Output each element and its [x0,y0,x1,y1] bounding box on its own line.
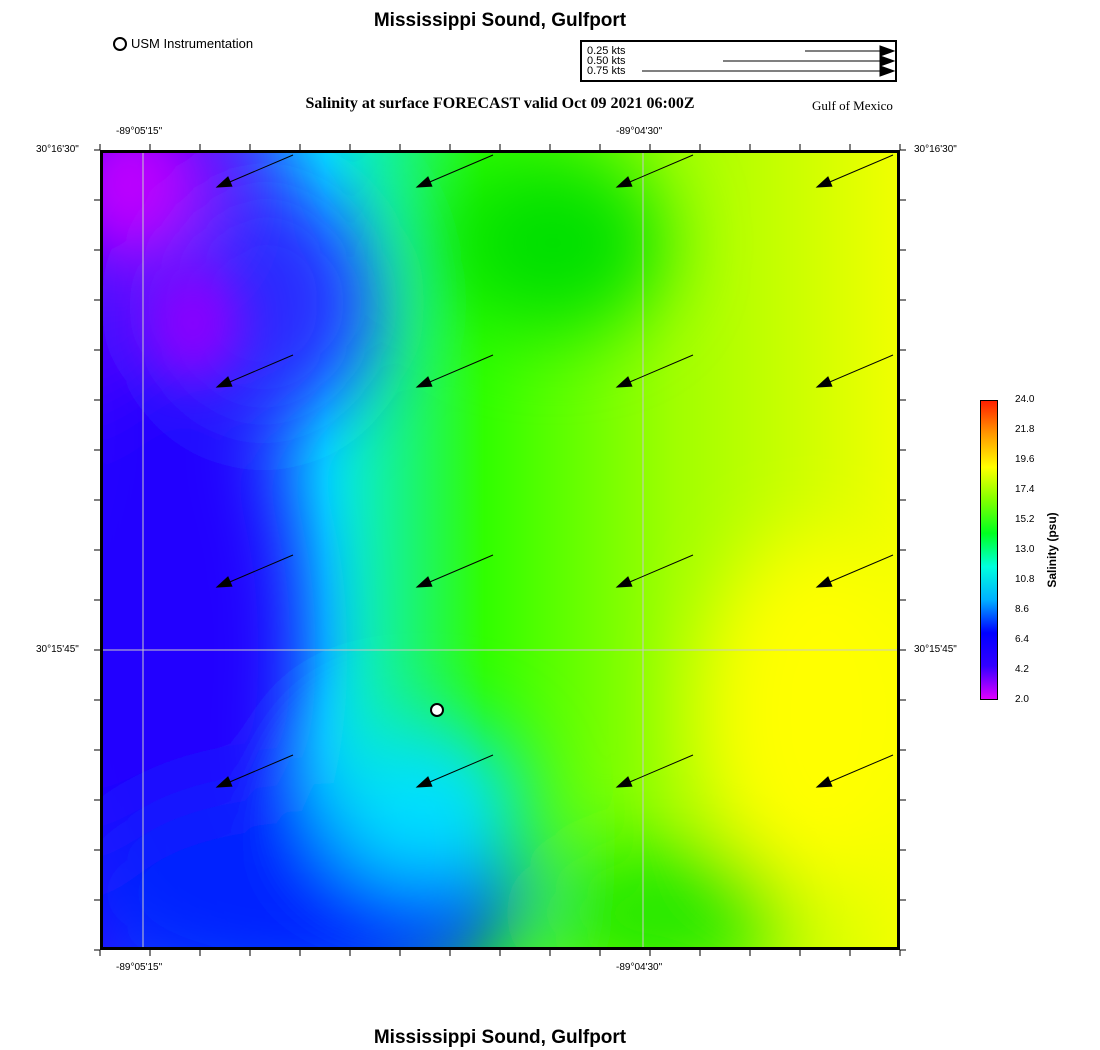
lat-tick-right-2: 30°15'45" [914,644,957,655]
lon-tick-bottom-1: -89°05'15" [116,962,163,973]
frame-ticks [90,140,910,960]
salinity-colorbar [980,400,998,700]
colorbar-tick-label: 6.4 [1015,634,1029,645]
vector-scale-label-1: 0.25 kts [587,45,626,57]
vector-scale-label-3: 0.75 kts [587,65,626,77]
station-legend-icon [113,37,127,51]
colorbar-tick-label: 8.6 [1015,604,1029,615]
vector-scale-arrowhead-2 [880,56,894,66]
forecast-title: Salinity at surface FORECAST valid Oct 09 2021 06:00Z [305,95,695,112]
colorbar-tick-label: 24.0 [1015,394,1035,405]
region-label: Gulf of Mexico [812,98,893,113]
footer-title: Mississippi Sound, Gulfport [373,1027,627,1048]
colorbar-tick-label: 2.0 [1015,694,1029,705]
colorbar-tick-label: 4.2 [1015,664,1029,675]
lon-tick-top-2: -89°04'30" [616,126,663,137]
vector-scale-label-2: 0.50 kts [587,55,626,67]
colorbar-tick-label: 13.0 [1015,544,1035,555]
colorbar-tick-label: 21.8 [1015,424,1035,435]
station-legend-label: USM Instrumentation [131,36,254,51]
vector-scale-arrowhead-1 [880,46,894,56]
colorbar-tick-label: 10.8 [1015,574,1035,585]
colorbar-tick-label: 15.2 [1015,514,1035,525]
map-title: Mississippi Sound, Gulfport [373,10,627,31]
vector-scale-arrows [582,42,895,80]
colorbar-tick-label: 19.6 [1015,454,1035,465]
lon-tick-bottom-2: -89°04'30" [616,962,663,973]
station-legend [113,36,253,51]
lat-tick-left-2: 30°15'45" [36,644,79,655]
lon-tick-top-1: -89°05'15" [116,126,163,137]
lat-tick-right-1: 30°16'30" [914,144,957,155]
colorbar-title: Salinity (psu) [1045,512,1059,588]
vector-scale-legend [580,40,897,82]
lat-tick-left-1: 30°16'30" [36,144,79,155]
vector-scale-arrowhead-3 [880,66,894,76]
colorbar-tick-label: 17.4 [1015,484,1035,495]
